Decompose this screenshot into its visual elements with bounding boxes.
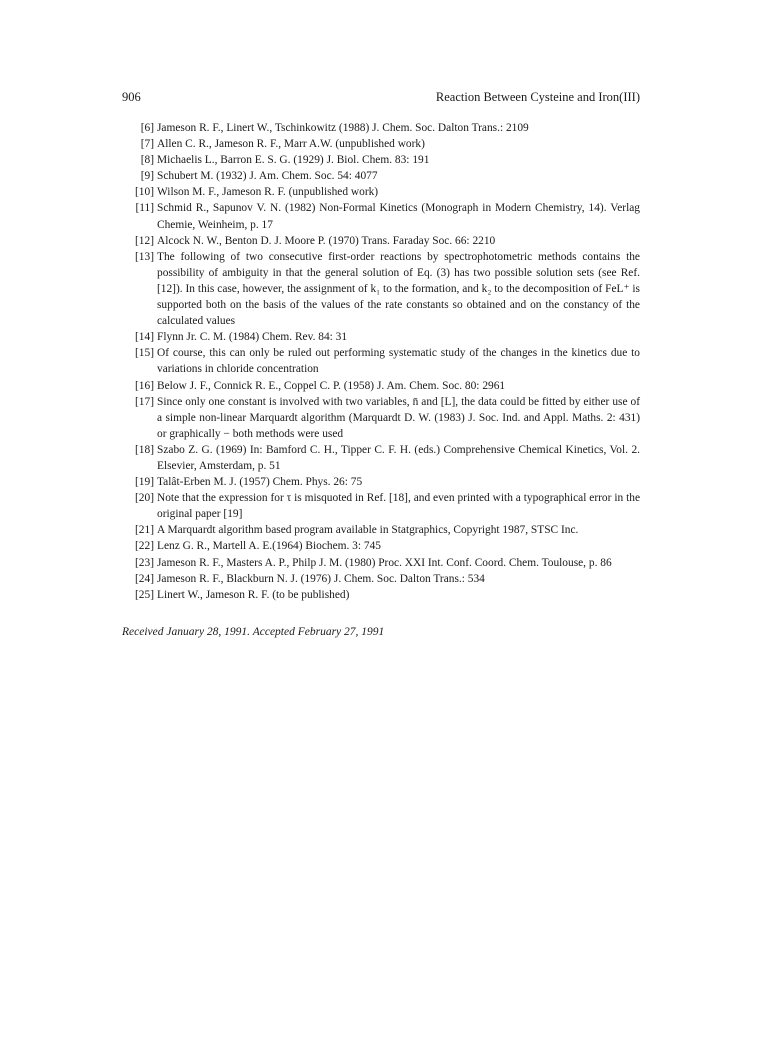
reference-label: [9] <box>140 170 154 183</box>
reference-item <box>122 474 640 490</box>
reference-label: [12] <box>135 234 154 247</box>
reference-label: [11] <box>135 202 154 215</box>
reference-item <box>122 378 640 394</box>
reference-text: Jameson R. F., Masters A. P., Philp J. M. (1980) Proc. XXI Int. Conf. Coord. Chem. Toulouse, p. 86 <box>157 556 612 569</box>
reference-text: Wilson M. F., Jameson R. F. (unpublished work) <box>157 186 379 199</box>
reference-item <box>122 249 640 329</box>
reference-item <box>122 555 640 571</box>
page-number: 906 <box>122 90 141 104</box>
reference-text: Alcock N. W., Benton D. J. Moore P. (1970) Trans. Faraday Soc. 66: 2210 <box>157 234 496 247</box>
reference-item <box>122 522 640 538</box>
reference-text: Below J. F., Connick R. E., Coppel C. P. (1958) J. Am. Chem. Soc. 80: 2961 <box>157 379 506 392</box>
reference-item <box>122 168 640 184</box>
reference-text: Schubert M. (1932) J. Am. Chem. Soc. 54: 4077 <box>157 170 378 183</box>
reference-label: [21] <box>135 524 154 537</box>
reference-text: Talât-Erben M. J. (1957) Chem. Phys. 26: 75 <box>157 476 363 489</box>
reference-label: [20] <box>135 492 154 505</box>
reference-text: The following of two consecutive first-order reactions by spectrophotometric methods contains the possibility of ambiguity in that the general solution of Eq. (3) has two possible solution sets (see Ref. [12]). In this case, however, the assignment of k₁ to the formation, and k₂ to the decomposition of FeL⁺ is supported both on the basis of the values of the rate constants so obtained and on the constancy of the calculated values <box>157 250 640 328</box>
reference-item <box>122 136 640 152</box>
reference-label: [6] <box>140 122 154 134</box>
reference-text: Flynn Jr. C. M. (1984) Chem. Rev. 84: 31 <box>157 331 348 344</box>
reference-text: A Marquardt algorithm based program available in Statgraphics, Copyright 1987, STSC Inc. <box>157 524 579 537</box>
reference-label: [8] <box>140 154 154 167</box>
reference-label: [18] <box>135 443 154 456</box>
reference-label: [23] <box>135 556 154 569</box>
reference-text: Schmid R., Sapunov V. N. (1982) Non-Formal Kinetics (Monograph in Modern Chemistry, 14). Verlag Chemie, Weinheim, p. 17 <box>157 202 640 231</box>
reference-item <box>122 587 640 603</box>
reference-item <box>122 329 640 345</box>
received-accepted-dates: Received January 28, 1991. Accepted February 27, 1991 <box>122 626 385 638</box>
reference-text: Szabo Z. G. (1969) In: Bamford C. H., Tipper C. F. H. (eds.) Comprehensive Chemical Kinetics, Vol. 2. Elsevier, Amsterdam, p. 51 <box>157 443 640 472</box>
reference-label: [25] <box>135 588 154 601</box>
reference-label: [15] <box>135 347 154 360</box>
reference-item <box>122 345 640 377</box>
reference-item <box>122 490 640 522</box>
reference-label: [16] <box>135 379 154 392</box>
reference-text: Jameson R. F., Linert W., Tschinkowitz (1988) J. Chem. Soc. Dalton Trans.: 2109 <box>157 122 529 134</box>
reference-item <box>122 538 640 554</box>
reference-label: [19] <box>135 476 154 489</box>
reference-label: [14] <box>135 331 154 344</box>
reference-item <box>122 233 640 249</box>
reference-item <box>122 184 640 200</box>
reference-item <box>122 152 640 168</box>
reference-item <box>122 120 640 136</box>
reference-text: Lenz G. R., Martell A. E.(1964) Biochem. 3: 745 <box>157 540 381 553</box>
reference-text: Linert W., Jameson R. F. (to be published) <box>157 588 350 601</box>
reference-text: Jameson R. F., Blackburn N. J. (1976) J. Chem. Soc. Dalton Trans.: 534 <box>157 572 485 585</box>
running-title: Reaction Between Cysteine and Iron(III) <box>435 90 640 104</box>
reference-text: Note that the expression for τ is misquoted in Ref. [18], and even printed with a typographical error in the original paper [19] <box>157 492 640 521</box>
reference-label: [24] <box>135 572 154 585</box>
reference-label: [17] <box>135 395 154 408</box>
reference-label: [7] <box>140 138 154 151</box>
reference-item <box>122 571 640 587</box>
reference-label: [10] <box>135 186 154 199</box>
reference-text: Allen C. R., Jameson R. F., Marr A.W. (unpublished work) <box>157 138 425 151</box>
reference-list <box>122 120 640 603</box>
reference-text: Since only one constant is involved with two variables, n̄ and [L], the data could be fitted by either use of a simple non-linear Marquardt algorithm (Marquardt D. W. (1983) J. Soc. Ind. and Appl. Maths. 2: 431) or graphically − both methods were used <box>157 395 640 440</box>
reference-text: Of course, this can only be ruled out performing systematic study of the changes in the kinetics due to variations in chloride concentration <box>157 347 640 376</box>
reference-item <box>122 442 640 474</box>
reference-label: [22] <box>135 540 154 553</box>
reference-item <box>122 200 640 232</box>
reference-label: [13] <box>135 250 154 263</box>
reference-item <box>122 394 640 442</box>
reference-text: Michaelis L., Barron E. S. G. (1929) J. Biol. Chem. 83: 191 <box>157 154 430 167</box>
